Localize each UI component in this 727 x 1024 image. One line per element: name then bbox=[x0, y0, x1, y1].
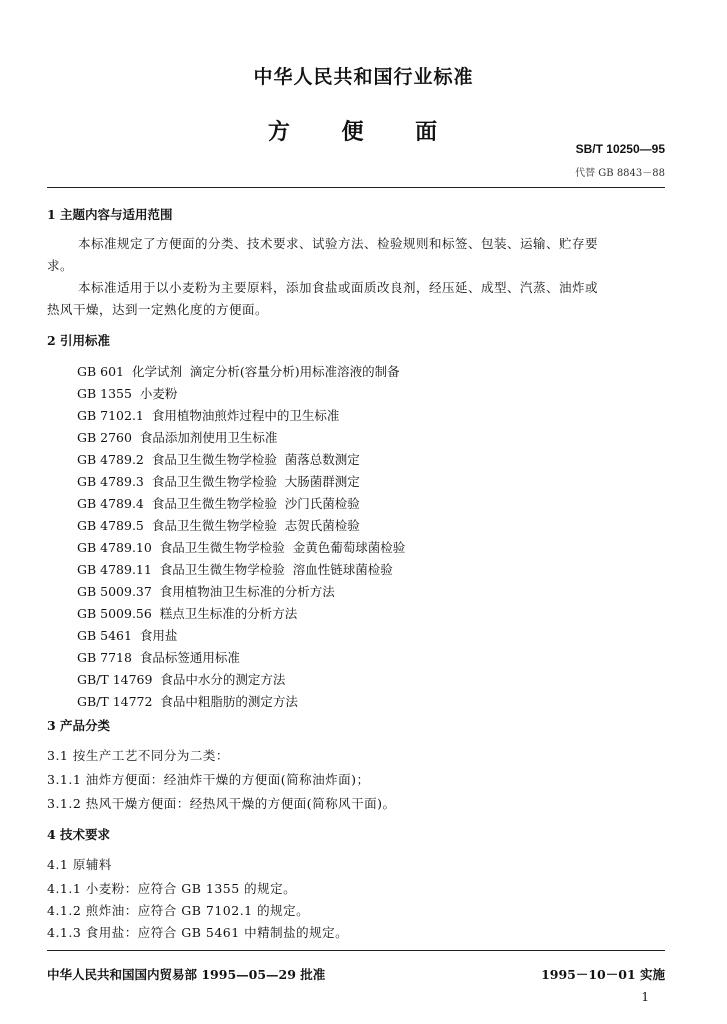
reference-item bbox=[77, 538, 405, 556]
section-1-para-2-line-1: 本标准适用于以小麦粉为主要原料，添加食盐或面质改良剂，经压延、成型、汽蒸、油炸或 bbox=[78, 280, 599, 295]
clause-3-1: 3.1 按生产工艺不同分为二类： bbox=[47, 748, 229, 763]
section-1-heading: 1 主题内容与适用范围 bbox=[47, 207, 173, 222]
section-3-heading: 3 产品分类 bbox=[47, 718, 111, 733]
reference-title: 糕点卫生标准的分析方法 bbox=[159, 606, 298, 621]
reference-title: 食用植物油煎炸过程中的卫生标准 bbox=[151, 408, 340, 423]
clause-3-1-1: 3.1.1 油炸方便面：经油炸干燥的方便面(简称油炸面)； bbox=[47, 772, 370, 787]
replaces-note: 代替 GB 8843－88 bbox=[575, 168, 665, 179]
reference-code: GB 4789.4 bbox=[77, 496, 144, 511]
reference-code: GB 4789.2 bbox=[77, 452, 144, 467]
reference-title: 食品卫生微生物学检验 沙门氏菌检验 bbox=[151, 496, 360, 511]
header-rule bbox=[47, 187, 665, 188]
reference-title: 化学试剂 滴定分析(容量分析)用标准溶液的制备 bbox=[131, 364, 400, 379]
reference-title: 食品标签通用标准 bbox=[139, 650, 240, 665]
reference-item bbox=[77, 406, 339, 424]
reference-item bbox=[77, 604, 297, 622]
reference-item bbox=[77, 648, 240, 666]
section-1-para-2-line-2: 热风干燥，达到一定熟化度的方便面。 bbox=[47, 302, 269, 317]
reference-title: 食用植物油卫生标准的分析方法 bbox=[159, 584, 335, 599]
reference-title: 食用盐 bbox=[139, 628, 178, 643]
clause-3-1-2: 3.1.2 热风干燥方便面：经热风干燥的方便面(简称风干面)。 bbox=[47, 796, 396, 811]
approval-line: 中华人民共和国国内贸易部 1995—05—29 批准 bbox=[47, 967, 326, 982]
standard-code: SB/T 10250—95 bbox=[575, 142, 665, 156]
reference-code: GB 1355 bbox=[77, 386, 132, 401]
reference-title: 食品卫生微生物学检验 金黄色葡萄球菌检验 bbox=[159, 540, 406, 555]
reference-title: 食品卫生微生物学检验 溶血性链球菌检验 bbox=[159, 562, 393, 577]
reference-code: GB 4789.11 bbox=[77, 562, 152, 577]
section-1-para-1-line-2: 求。 bbox=[47, 258, 74, 273]
reference-item bbox=[77, 582, 335, 600]
reference-item bbox=[77, 362, 400, 380]
reference-item bbox=[77, 450, 360, 468]
effective-date: 1995－10－01 实施 bbox=[541, 967, 665, 982]
section-2-heading: 2 引用标准 bbox=[47, 333, 111, 348]
reference-item bbox=[77, 670, 285, 688]
reference-code: GB 7102.1 bbox=[77, 408, 144, 423]
reference-item bbox=[77, 560, 393, 578]
reference-code: GB/T 14772 bbox=[77, 694, 153, 709]
clause-4-1-2: 4.1.2 煎炸油：应符合 GB 7102.1 的规定。 bbox=[47, 903, 310, 918]
document-title: 方 便 面 bbox=[267, 119, 460, 145]
reference-code: GB 4789.5 bbox=[77, 518, 144, 533]
reference-title: 食品卫生微生物学检验 志贺氏菌检验 bbox=[151, 518, 360, 533]
footer-rule bbox=[47, 950, 665, 951]
reference-item bbox=[77, 428, 277, 446]
section-4-heading: 4 技术要求 bbox=[47, 827, 111, 842]
reference-code: GB 5009.56 bbox=[77, 606, 152, 621]
reference-code: GB 2760 bbox=[77, 430, 132, 445]
reference-title: 食品卫生微生物学检验 菌落总数测定 bbox=[151, 452, 360, 467]
reference-code: GB/T 14769 bbox=[77, 672, 153, 687]
reference-item bbox=[77, 494, 360, 512]
page-number: 1 bbox=[641, 990, 649, 1004]
clause-4-1-1: 4.1.1 小麦粉：应符合 GB 1355 的规定。 bbox=[47, 881, 297, 896]
reference-code: GB 5461 bbox=[77, 628, 132, 643]
reference-code: GB 601 bbox=[77, 364, 125, 379]
reference-item bbox=[77, 472, 360, 490]
reference-title: 食品添加剂使用卫生标准 bbox=[139, 430, 278, 445]
reference-item bbox=[77, 384, 177, 402]
reference-title: 食品卫生微生物学检验 大肠菌群测定 bbox=[151, 474, 360, 489]
reference-code: GB 7718 bbox=[77, 650, 132, 665]
clause-4-1-3: 4.1.3 食用盐：应符合 GB 5461 中精制盐的规定。 bbox=[47, 925, 349, 940]
reference-item bbox=[77, 516, 360, 534]
reference-title: 食品中粗脂肪的测定方法 bbox=[160, 694, 298, 709]
reference-item bbox=[77, 692, 298, 710]
reference-code: GB 4789.10 bbox=[77, 540, 152, 555]
clause-4-1: 4.1 原辅料 bbox=[47, 857, 112, 872]
section-1-para-1-line-1: 本标准规定了方便面的分类、技术要求、试验方法、检验规则和标签、包装、运输、贮存要 bbox=[78, 236, 599, 251]
reference-title: 食品中水分的测定方法 bbox=[160, 672, 286, 687]
reference-item bbox=[77, 626, 177, 644]
reference-code: GB 4789.3 bbox=[77, 474, 144, 489]
reference-code: GB 5009.37 bbox=[77, 584, 152, 599]
standard-title: 中华人民共和国行业标准 bbox=[253, 66, 474, 88]
reference-title: 小麦粉 bbox=[139, 386, 178, 401]
